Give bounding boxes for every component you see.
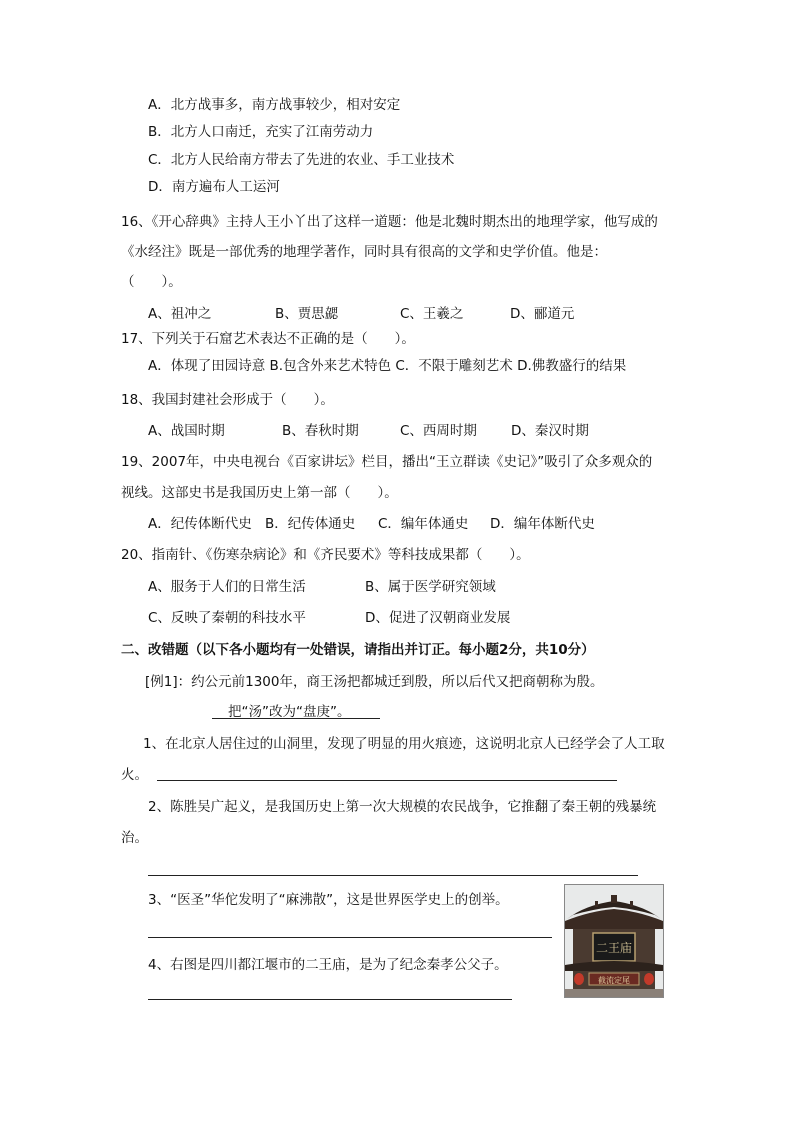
- example-1-answer: 把“汤”改为“盘庚”。: [228, 704, 351, 720]
- q20-option-c: C、反映了秦朝的科技水平: [148, 610, 306, 626]
- q20-option-a: A、服务于人们的日常生活: [148, 579, 306, 595]
- q16-option-a: A、祖冲之: [148, 306, 212, 322]
- q18-option-a: A、战国时期: [148, 423, 225, 439]
- q16-stem-line3: （ ）。: [121, 274, 182, 290]
- q16-stem-line2: 《水经注》既是一部优秀的地理学著作，同时具有很高的文学和史学价值。他是：: [121, 244, 607, 260]
- q18-option-b: B、春秋时期: [282, 423, 359, 439]
- q19-stem-line2: 视线。这部史书是我国历史上第一部（ ）。: [121, 485, 398, 501]
- q20-option-b: B、属于医学研究领域: [365, 579, 496, 595]
- q19-option-c: C．编年体通史: [378, 516, 469, 532]
- example-1: [例1]：约公元前1300年，商王汤把都城迁到殷，所以后代又把商朝称为殷。: [145, 674, 604, 690]
- item-3: 3、“医圣”华佗发明了“麻沸散”，这是世界医学史上的创举。: [148, 892, 509, 908]
- item-1-line2: 火。: [121, 767, 148, 783]
- q18-option-c: C、西周时期: [400, 423, 477, 439]
- temple-plaque-text: 截流定尾: [598, 976, 630, 985]
- temple-sign-text: 二王庙: [595, 941, 633, 955]
- q15-option-b: B．北方人口南迁，充实了江南劳动力: [148, 124, 374, 140]
- q15-option-a: A．北方战事多，南方战事较少，相对安定: [148, 97, 401, 113]
- item-4: 4、右图是四川都江堰市的二王庙，是为了纪念秦孝公父子。: [148, 957, 508, 973]
- section2-title: 二、改错题（以下各小题均有一处错误，请指出并订正。每小题2分，共10分）: [121, 642, 595, 658]
- item-2-answer-line[interactable]: [148, 875, 638, 876]
- item-1-answer-line[interactable]: [157, 780, 617, 781]
- q17-options: A．体现了田园诗意 B.包含外来艺术特色 C．不限于雕刻艺术 D.佛教盛行的结果: [148, 358, 627, 374]
- item-1-line1: 1、在北京人居住过的山洞里，发现了明显的用火痕迹，这说明北京人已经学会了人工取: [143, 736, 665, 752]
- q20-stem: 20、指南针、《伤寒杂病论》和《齐民要术》等科技成果都（ ）。: [121, 547, 530, 563]
- item-3-answer-line[interactable]: [148, 937, 552, 938]
- erwang-temple-photo: [564, 884, 664, 998]
- q15-option-d: D．南方遍布人工运河: [148, 179, 280, 195]
- q19-option-d: D．编年体断代史: [490, 516, 595, 532]
- q19-option-a: A．纪传体断代史: [148, 516, 252, 532]
- q19-option-b: B．纪传体通史: [265, 516, 356, 532]
- item-2-line2: 治。: [121, 830, 148, 846]
- q18-stem: 18、我国封建社会形成于（ ）。: [121, 392, 334, 408]
- item-4-answer-line[interactable]: [148, 999, 512, 1000]
- q20-option-d: D、促进了汉朝商业发展: [365, 610, 511, 626]
- q19-stem-line1: 19、2007年，中央电视台《百家讲坛》栏目，播出“王立群读《史记》”吸引了众多观众的: [121, 454, 653, 470]
- q17-stem: 17、下列关于石窟艺术表达不正确的是（ ）。: [121, 331, 415, 347]
- q15-option-c: C．北方人民给南方带去了先进的农业、手工业技术: [148, 152, 455, 168]
- q16-option-b: B、贾思勰: [275, 306, 339, 322]
- q18-option-d: D、秦汉时期: [511, 423, 589, 439]
- q16-option-d: D、郦道元: [510, 306, 575, 322]
- item-2-line1: 2、陈胜吴广起义，是我国历史上第一次大规模的农民战争，它推翻了秦王朝的残暴统: [148, 799, 657, 815]
- example-answer-underline: [212, 718, 380, 719]
- q16-option-c: C、王羲之: [400, 306, 464, 322]
- q16-stem-line1: 16、《开心辞典》主持人王小丫出了这样一道题：他是北魏时期杰出的地理学家，他写成的: [121, 214, 658, 230]
